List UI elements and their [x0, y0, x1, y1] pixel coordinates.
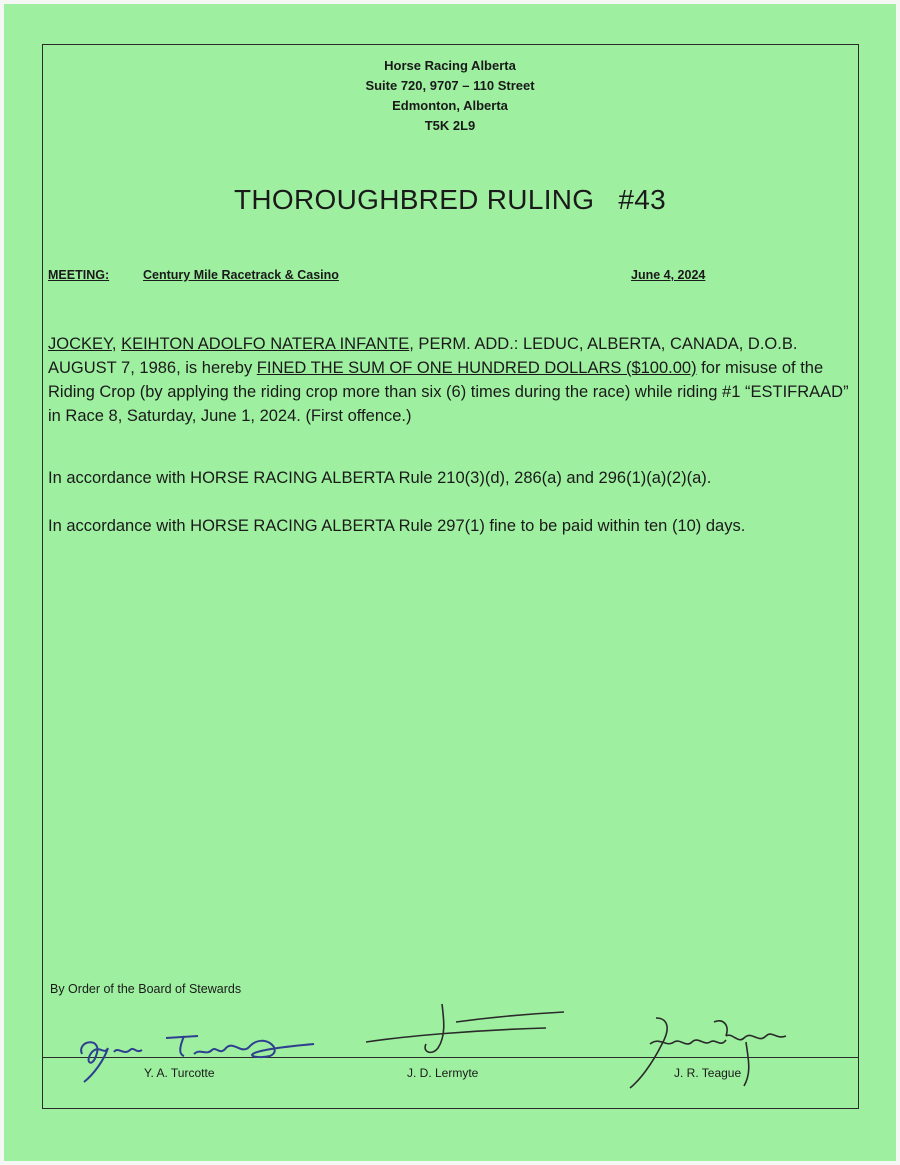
meeting-date: June 4, 2024	[631, 268, 706, 282]
order-text: By Order of the Board of Stewards	[50, 982, 242, 996]
ruling-details: , PERM. ADD.: LEDUC, ALBERTA, CANADA, D.O.B. AUGUST 7, 1986, is hereby	[48, 335, 798, 377]
rule-reference-2: In accordance with HORSE RACING ALBERTA Rule 297(1) fine to be paid within ten (10) days.	[48, 517, 746, 535]
address-line-2: Edmonton, Alberta	[392, 98, 508, 113]
signature-teague	[626, 1014, 806, 1094]
signature-lermyte	[366, 1000, 576, 1060]
ruling-role: JOCKEY	[48, 335, 112, 353]
meeting-venue: Century Mile Racetrack & Casino	[143, 268, 339, 282]
meeting-row	[48, 268, 808, 286]
document-sheet	[4, 4, 896, 1161]
ruling-number: #43	[618, 184, 666, 215]
steward-name-1: Y. A. Turcotte	[144, 1066, 215, 1080]
page-title	[4, 184, 896, 216]
rule-reference-1: In accordance with HORSE RACING ALBERTA Rule 210(3)(d), 286(a) and 296(1)(a)(2)(a).	[48, 469, 712, 487]
steward-name-3: J. R. Teague	[674, 1066, 742, 1080]
ruling-fine: FINED THE SUM OF ONE HUNDRED DOLLARS ($100.00)	[256, 359, 697, 377]
postal-code: T5K 2L9	[424, 118, 476, 133]
steward-name-2: J. D. Lermyte	[407, 1066, 479, 1080]
ruling-name: KEIHTON ADOLFO NATERA INFANTE	[121, 335, 410, 353]
address-line-1: Suite 720, 9707 – 110 Street	[365, 78, 535, 93]
title-text: THOROUGHBRED RULING	[233, 184, 595, 215]
org-name: Horse Racing Alberta	[384, 58, 516, 73]
meeting-label: MEETING:	[48, 268, 110, 282]
letterhead	[4, 56, 896, 136]
ruling-paragraph: JOCKEY, KEIHTON ADOLFO NATERA INFANTE, PERM. ADD.: LEDUC, ALBERTA, CANADA, D.O.B. AUGUST 7, 1986, is hereby FINED THE SUM OF ONE HUNDRED DOLLARS ($100.00) for misuse of the Riding Crop (by applying the riding crop more than six (6) times during the race) while riding #1 “ESTIFRAAD” in Race 8, Saturday, June 1, 2024. (First offence.)	[48, 335, 849, 425]
ruling-offence: for misuse of the Riding Crop (by applying the riding crop more than six (6) times during the race) while riding #1 “ESTIFRAAD” in Race 8, Saturday, June 1, 2024. (First offence.)	[48, 359, 849, 425]
